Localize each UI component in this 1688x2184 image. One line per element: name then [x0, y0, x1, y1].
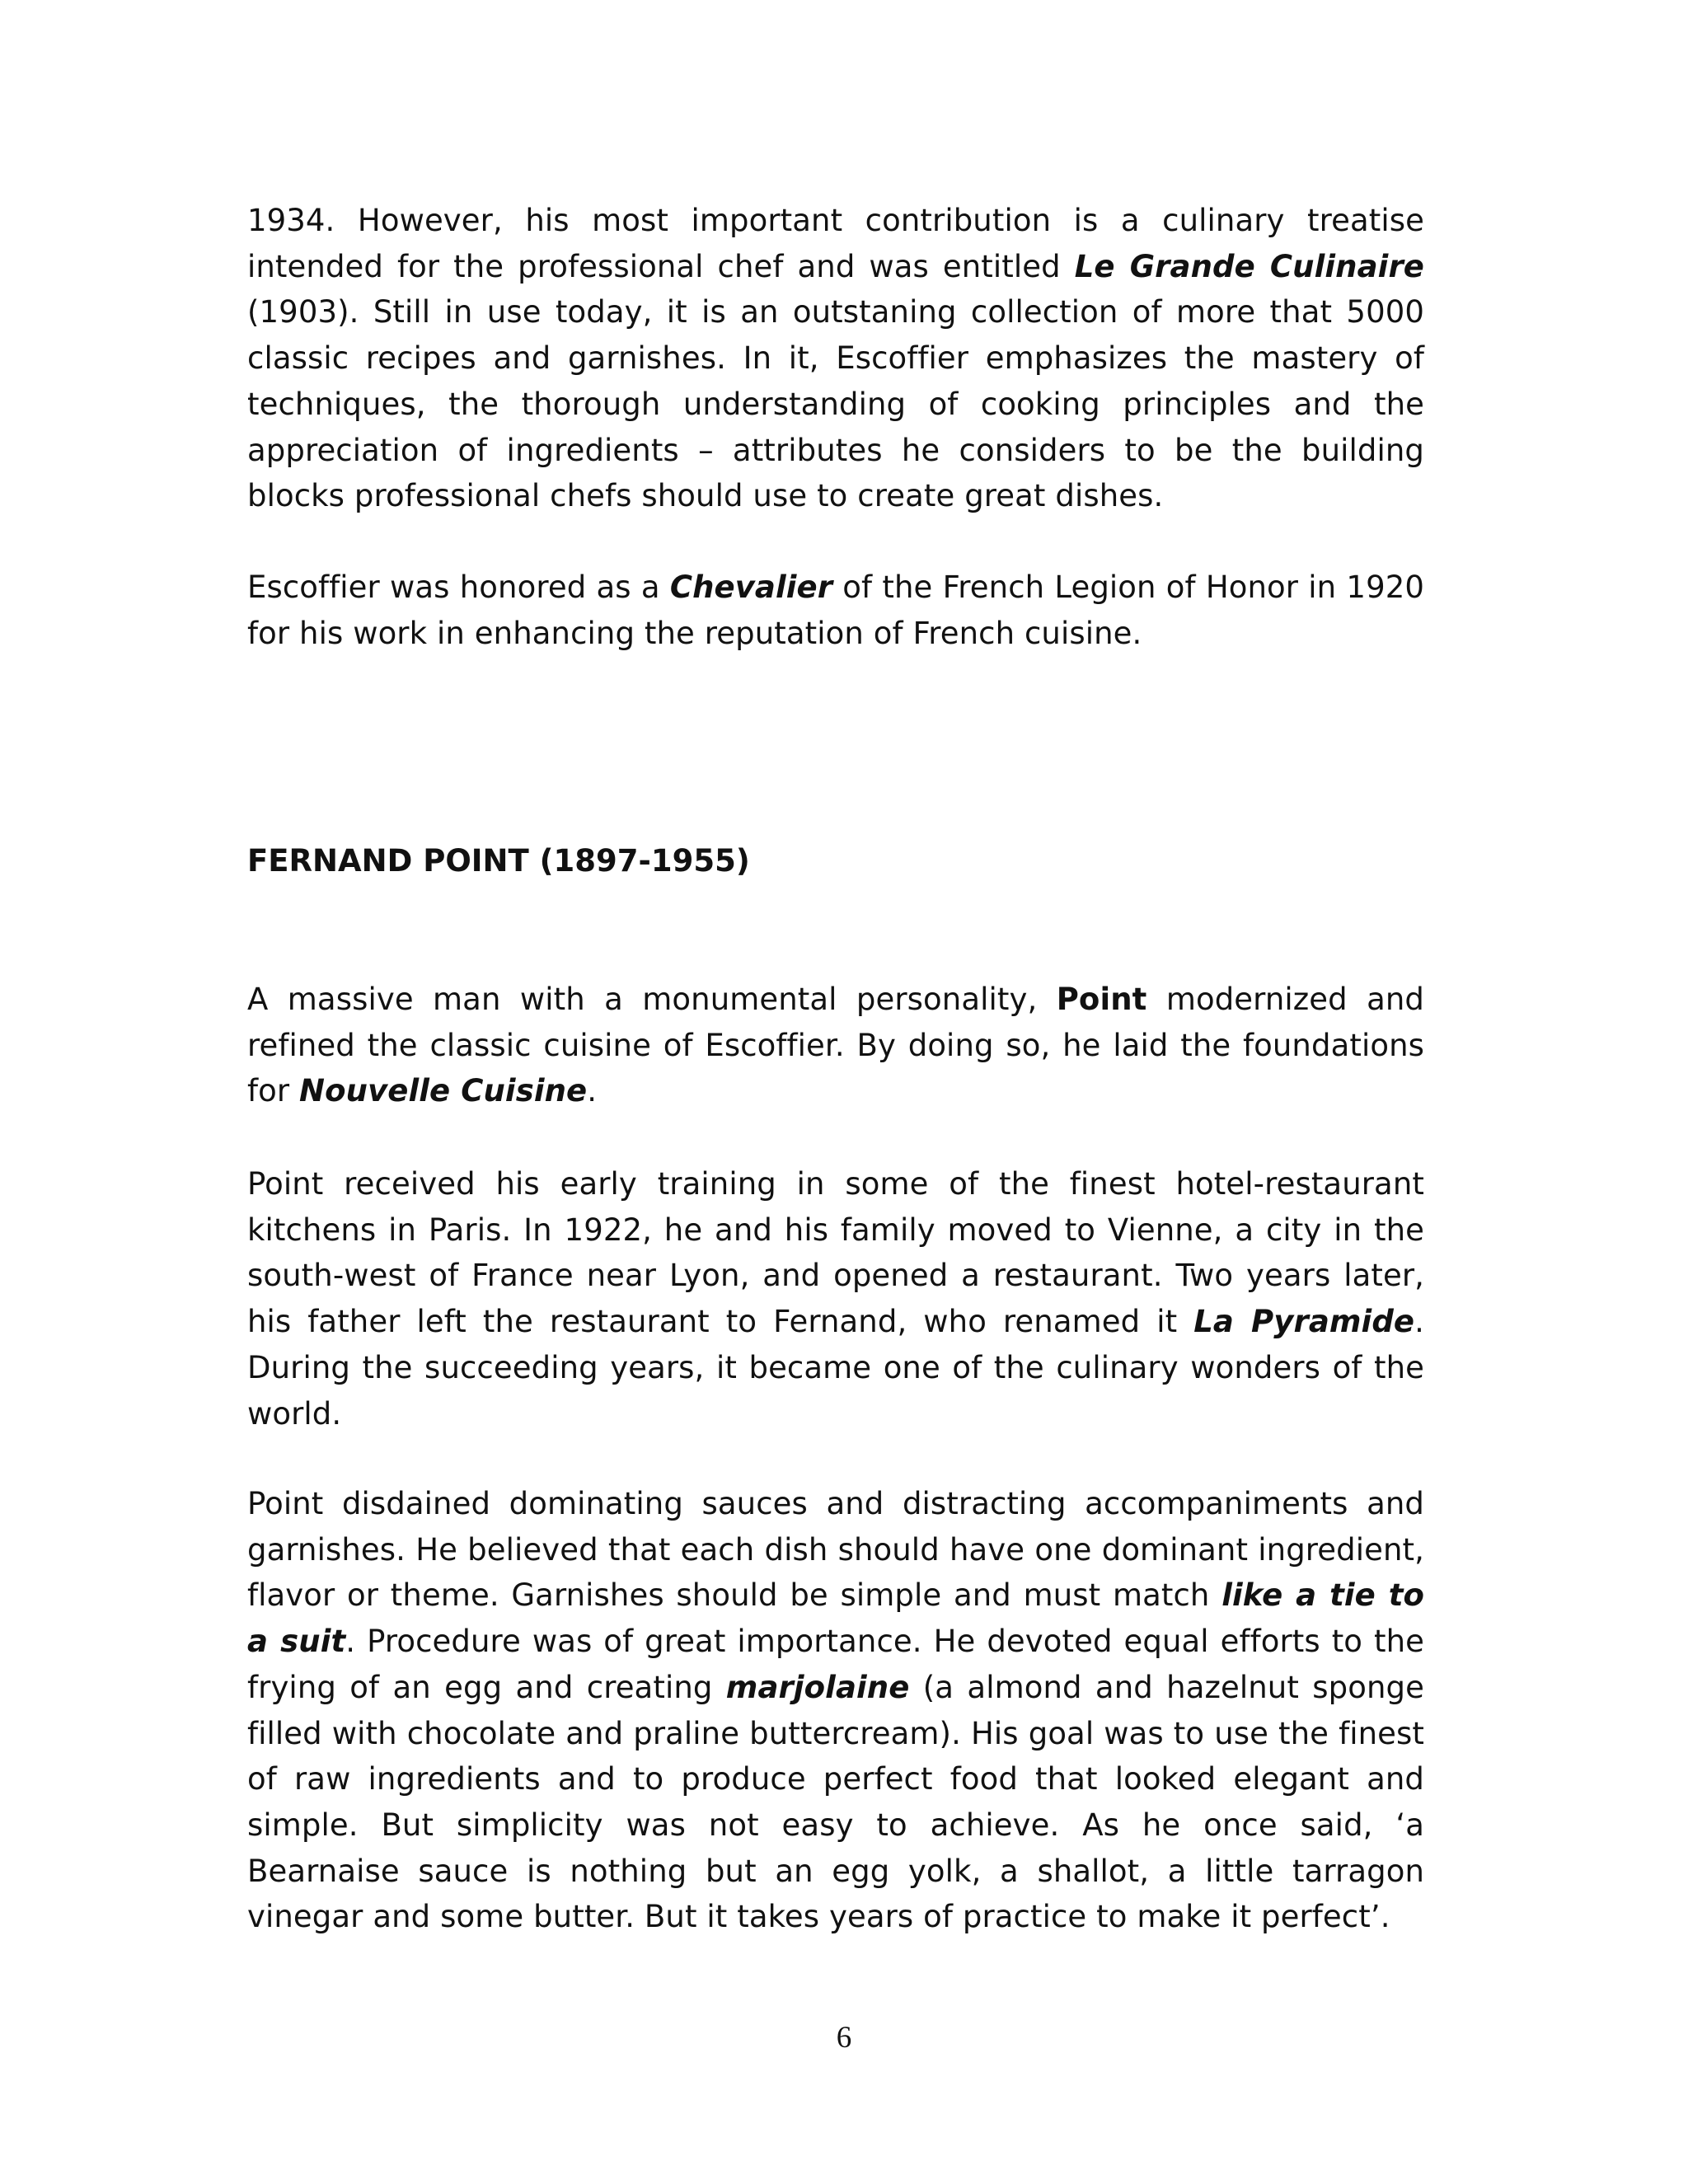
text-run: . During the succeeding years, it became one of the culinary wonders of the world. [247, 1304, 1424, 1432]
paragraph-point-philosophy [247, 1481, 1424, 1940]
text-run: of the French Legion of Honor in 1920 for his work in enhancing the reputation of French cuisine. [247, 569, 1424, 651]
text-run: A massive man with a monumental personality, [247, 982, 1057, 1017]
emphasis-la-pyramide: La Pyramide [1193, 1304, 1415, 1340]
emphasis-le-grande-culinaire: Le Grande Culinaire [1074, 248, 1425, 284]
section-heading: FERNAND POINT (1897-1955) [247, 843, 750, 879]
text-run: (1903). Still in use today, it is an outstaning collection of more that 5000 classic recipes and garnishes. In it, Escoffier emphasizes the mastery of techniques, the thorough understanding of cooking principles and the appreciation of ingredients – attributes he considers to be the building blocks professional chefs should use to create great dishes. [247, 294, 1424, 514]
emphasis-point: Point [1056, 982, 1147, 1017]
emphasis-marjolaine: marjolaine [725, 1669, 910, 1705]
text-run: . Procedure was of great importance. He devoted equal efforts to the frying of an egg and creating [247, 1624, 1425, 1705]
text-run: modernized and refined the classic cuisine of Escoffier. By doing so, he laid the foundations for [247, 982, 1424, 1109]
text-run: 1934. However, his most important contribution is a culinary treatise intended for the professional chef and was entitled [247, 203, 1424, 284]
paragraph-escoffier-treatise [247, 198, 1424, 519]
emphasis-chevalier: Chevalier [669, 569, 833, 605]
emphasis-like-a-tie: like a tie to a suit [247, 1577, 1424, 1660]
emphasis-nouvelle-cuisine: Nouvelle Cuisine [299, 1073, 588, 1109]
page-number: 6 [836, 2021, 852, 2055]
text-run: (a almond and hazelnut sponge filled with chocolate and praline buttercream). His goal was to use the finest of raw ingredients and to produce perfect food that looked elegant and simple. But simplicity was not easy to achieve. As he once said, ‘a Bearnaise sauce is nothing but an egg yolk, a shallot, a little tarragon vinegar and some butter. But it takes years of practice to make it perfect’. [247, 1669, 1424, 1935]
text-run: Point disdained dominating sauces and distracting accompaniments and garnishes. He believed that each dish should have one dominant ingredient, flavor or theme. Garnishes should be simple and must match [247, 1486, 1424, 1614]
text-run: . [587, 1073, 598, 1109]
text-run: Point received his early training in some of the finest hotel-restaurant kitchens in Paris. In 1922, he and his family moved to Vienne, a city in the south-west of France near Lyon, and opened a restaurant. Two years later, his father left the restaurant to Fernand, who renamed it [247, 1166, 1424, 1340]
paragraph-escoffier-honor [247, 565, 1424, 656]
paragraph-point-training [247, 1161, 1424, 1436]
text-run: Escoffier was honored as a [247, 569, 670, 605]
paragraph-point-intro [247, 977, 1424, 1114]
